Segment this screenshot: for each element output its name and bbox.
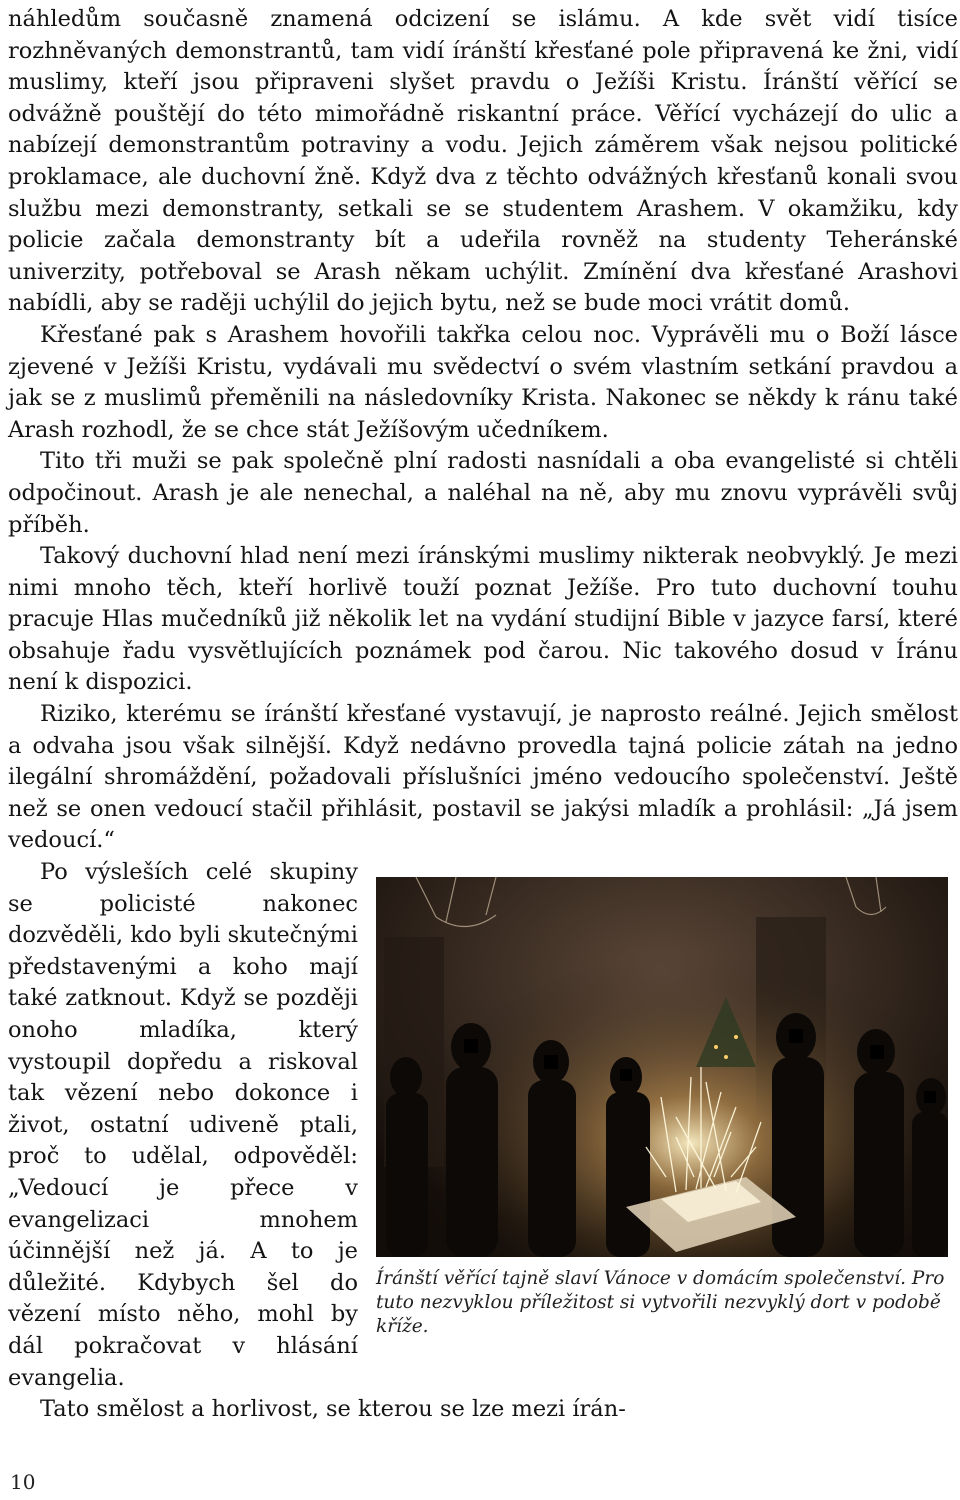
- paragraph-4: Takový duchovní hlad není mezi íránskými muslimy nikterak neobvyklý. Je mezi nimi mnoho těch, kteří horlivě touží poznat Ježíše. Pro tuto duchovní touhu pracuje Hlas mučedníků již několik let na vydání studijní Bible v jazyce farsí, které obsahuje řadu vysvětlujících poznámek pod čarou. Nic takového dosud v Íránu není k dispozici.: [8, 543, 958, 696]
- article-body: [8, 4, 958, 1426]
- paragraph-7: Tato smělost a horlivost, se kterou se lze mezi írán-: [40, 1396, 626, 1423]
- photo-caption: Íránští věřící tajně slaví Vánoce v domácím společenství. Pro tuto nezvyklou příležitost si vytvořili nezvyklý dort v podobě kříže.: [376, 1268, 945, 1338]
- page-number: 10: [10, 1470, 36, 1494]
- paragraph-1: náhledům současně znamená odcizení se islámu. A kde svět vidí tisíce rozhněvaných demonstrantů, tam vidí íránští křesťané pole připravená ke žni, vidí muslimy, kteří jsou připraveni slyšet pravdu o Ježíši Kristu. Íránští věřící se odvážně pouštějí do této mimořádně riskantní práce. Věřící vycházejí do ulic a nabízejí demonstrantům potraviny a vodu. Jejich záměrem však nejsou politické proklamace, ale duchovní žně. Když dva z těchto odvážných křesťanů konali svou službu mezi demonstranty, setkali se se studentem Arashem. V okamžiku, kdy policie začala demonstranty bít a udeřila rovněž na studenty Teheránské univerzity, potřeboval se Arash někam uchýlit. Zmínění dva křesťané Arashovi nabídli, aby se raději uchýlil do jejich bytu, než se bude moci vrátit domů.: [8, 6, 958, 317]
- paragraph-5: Riziko, kterému se íránští křesťané vystavují, je naprosto reálné. Jejich smělost a odvaha jsou však silnější. Když nedávno provedla tajná policie zátah na jedno ilegální shromáždění, požadovali příslušníci jméno vedoucího společenství. Ještě než se onen vedoucí stačil přihlásit, postavil se jakýsi mladík a prohlásil: „Já jsem vedoucí.“: [8, 701, 958, 854]
- photo-figure: [376, 877, 958, 1339]
- christmas-gathering-photo: [376, 877, 948, 1257]
- paragraph-3: Tito tři muži se pak společně plní radosti nasnídali a oba evangelisté si chtěli odpočinout. Arash je ale nenechal, a naléhal na ně, aby mu znovu vyprávěli svůj příběh.: [8, 448, 958, 538]
- paragraph-2: Křesťané pak s Arashem hovořili takřka celou noc. Vyprávěli mu o Boží lásce zjevené v Ježíši Kristu, vydávali mu svědectví o svém vlastním setkání pravdou a jak se z muslimů přeměnili na následovníky Krista. Nakonec se někdy k ránu také Arash rozhodl, že se chce stát Ježíšovým učedníkem.: [8, 321, 958, 443]
- paragraph-6: Po výsleších celé skupiny se policisté nakonec dozvěděli, kdo byli skutečnými představenými a koho mají také zatknout. Když se později onoho mladíka, který vystoupil dopředu a riskoval tak vězení nebo dokonce i život, ostatní udiveně ptali, proč to udělal, odpověděl: „Vedoucí je přece v evangelizaci mnohem účinnější než já. A to je důležité. Kdybych šel do vězení místo něho, mohl by dál pokračovat v hlásání evangelia.: [8, 859, 359, 1391]
